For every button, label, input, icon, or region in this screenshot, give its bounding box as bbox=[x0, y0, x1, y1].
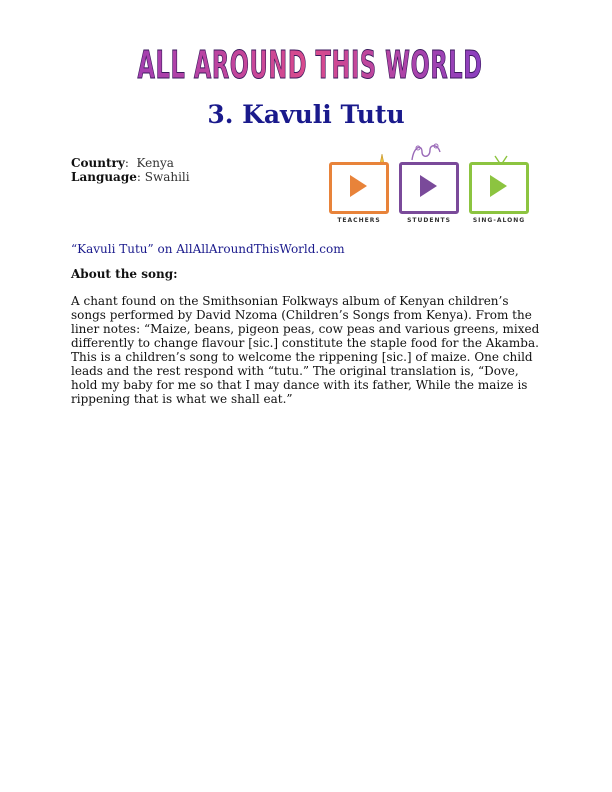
page-title: 3. Kavuli Tutu bbox=[207, 100, 405, 129]
language-label: Language bbox=[71, 170, 137, 184]
section-heading: About the song: bbox=[71, 267, 178, 281]
squiggle-icon bbox=[408, 140, 448, 164]
students-label: STUDENTS bbox=[407, 217, 451, 224]
teachers-button[interactable] bbox=[329, 162, 389, 224]
play-icon bbox=[350, 175, 367, 197]
country-label: Country bbox=[71, 156, 125, 170]
song-meta bbox=[71, 156, 190, 184]
song-description: A chant found on the Smithsonian Folkways album of Kenyan children’s songs performed by David Nzoma (Children’s Songs from Kenya). From the liner notes: “Maize, beans, pigeon peas, cow peas and various greens, mixed differently to change flavour [sic.] constitute the staple food for the Akamba. This is a children’s song to welcome the rippening [sic.] of maize. One child leads and the rest respond with “tutu.” The original translation is, “Dove, hold my baby for me so that I may dance with its father, While the maize is rippening that is what we shall eat.” bbox=[71, 294, 540, 406]
play-icon bbox=[420, 175, 437, 197]
media-buttons bbox=[326, 140, 536, 230]
language-row: Language: Swahili bbox=[71, 170, 190, 184]
teachers-label: TEACHERS bbox=[337, 217, 381, 224]
song-link[interactable]: “Kavuli Tutu” on AllAllAroundThisWorld.com bbox=[71, 242, 345, 256]
play-icon bbox=[490, 175, 507, 197]
students-button[interactable] bbox=[399, 162, 459, 224]
country-value: Kenya bbox=[136, 156, 174, 170]
language-value: Swahili bbox=[144, 170, 190, 184]
sing-along-button[interactable] bbox=[469, 162, 529, 224]
logo-text: ALL AROUND THIS WORLD bbox=[137, 43, 483, 87]
country-row: Country: Kenya bbox=[71, 156, 174, 170]
sing-along-label: SING-ALONG bbox=[472, 217, 526, 224]
logo bbox=[135, 38, 485, 90]
